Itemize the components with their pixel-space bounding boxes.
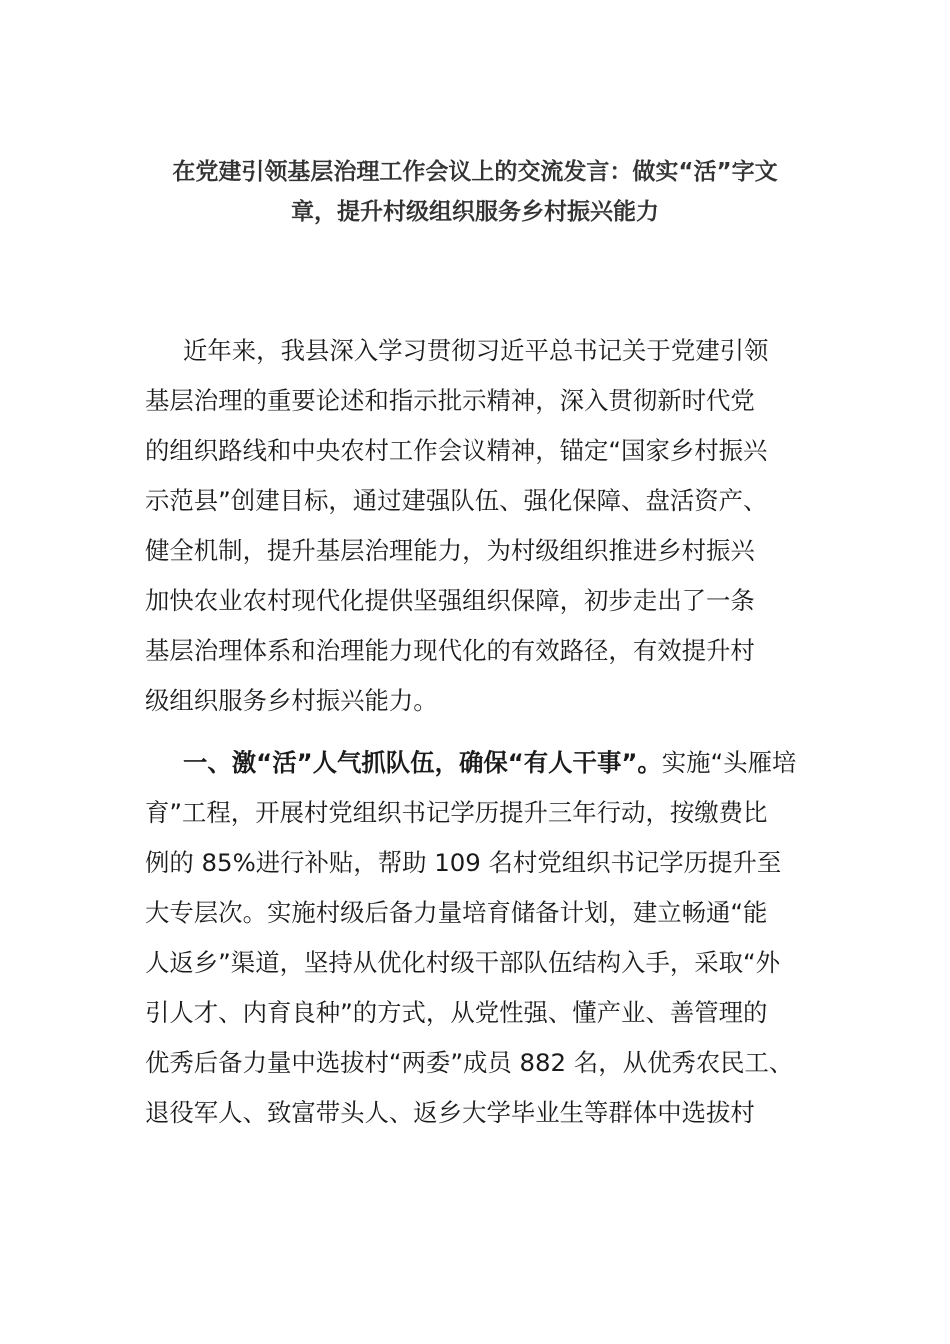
paragraph-1-line: 健全机制，提升基层治理能力，为村级组织推进乡村振兴 — [145, 536, 755, 565]
paragraph-1-line: 的组织路线和中央农村工作会议精神，锚定“国家乡村振兴 — [145, 436, 768, 465]
paragraph-2-line: 优秀后备力量中选拔村“两委”成员 882 名，从优秀农民工、 — [145, 1048, 794, 1077]
paragraph-gap — [145, 726, 835, 738]
paragraph-1-line: 级组织服务乡村振兴能力。 — [145, 686, 438, 715]
title-line-2: 章，提升村级组织服务乡村振兴能力 — [291, 199, 659, 225]
paragraph-2-line: 退役军人、致富带头人、返乡大学毕业生等群体中选拔村 — [145, 1098, 755, 1127]
title-line-1: 在党建引领基层治理工作会议上的交流发言：做实“活”字文 — [172, 159, 778, 185]
section-1-first-line — [145, 738, 835, 788]
paragraph-2-line: 人返乡”渠道，坚持从优化村级干部队伍结构入手，采取“外 — [145, 948, 781, 977]
section-1-heading: 一、激“活”人气抓队伍，确保“有人干事”。 — [183, 748, 662, 777]
section-1-first-line-text: 实施“头雁培 — [661, 748, 797, 777]
paragraph-2-line: 大专层次。实施村级后备力量培育储备计划，建立畅通“能 — [145, 898, 768, 927]
paragraph-2-line: 育”工程，开展村党组织书记学历提升三年行动，按缴费比 — [145, 798, 768, 827]
paragraph-1-line: 示范县”创建目标，通过建强队伍、强化保障、盘活资产、 — [145, 486, 768, 515]
document-body — [145, 326, 835, 1138]
paragraph-1-line: 近年来，我县深入学习贯彻习近平总书记关于党建引领 — [183, 336, 769, 365]
paragraph-2-line: 例的 85%进行补贴，帮助 109 名村党组织书记学历提升至 — [145, 848, 782, 877]
paragraph-1-line: 基层治理的重要论述和指示批示精神，深入贯彻新时代党 — [145, 386, 755, 415]
paragraph-1-line: 加快农业农村现代化提供坚强组织保障，初步走出了一条 — [145, 586, 755, 615]
document-title — [0, 152, 950, 232]
paragraph-2-line: 引人才、内育良种”的方式，从党性强、懂产业、善管理的 — [145, 998, 768, 1027]
paragraph-1-line: 基层治理体系和治理能力现代化的有效路径，有效提升村 — [145, 636, 755, 665]
